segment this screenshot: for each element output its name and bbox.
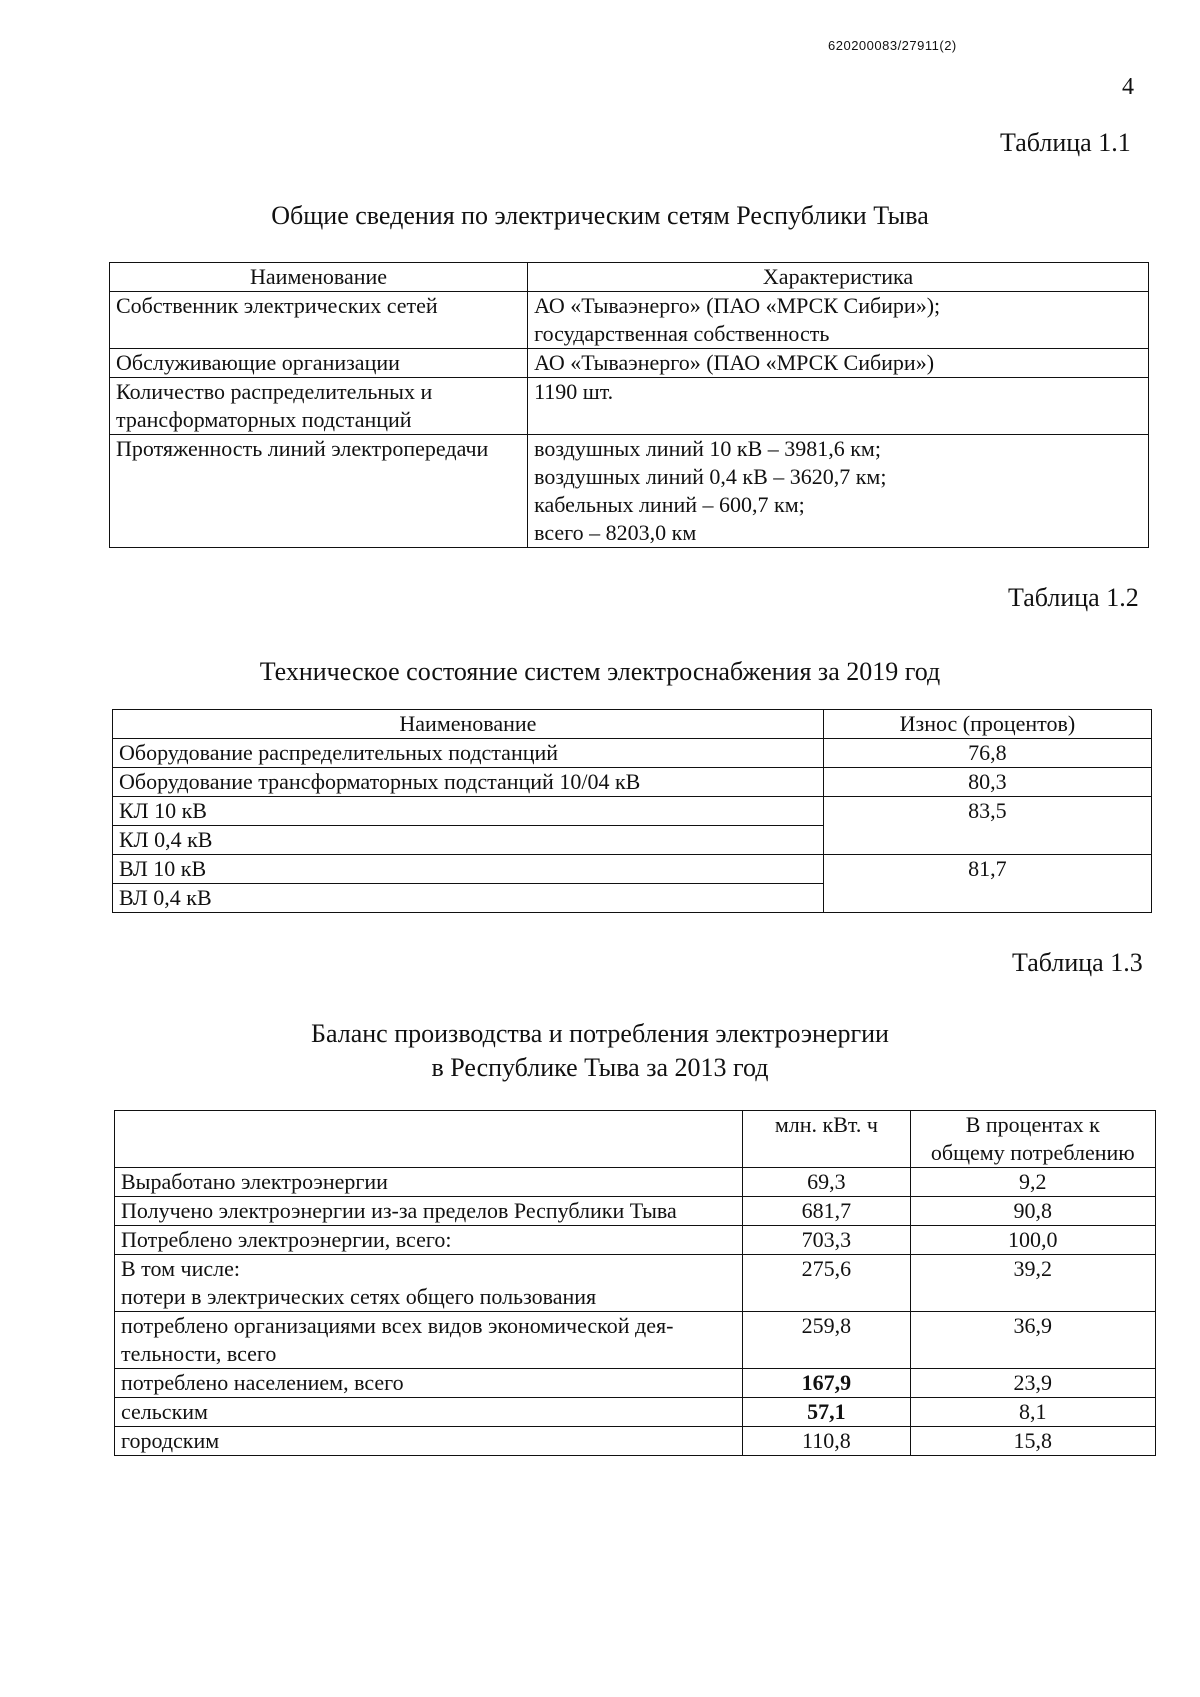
cell-text: воздушных линий 10 кВ – 3981,6 км; <box>534 436 881 461</box>
row-name-cell <box>115 1226 743 1255</box>
row-percent-cell: 15,8 <box>910 1427 1155 1456</box>
row-name-cell: ВЛ 0,4 кВ <box>113 884 824 913</box>
cell-text: сельским <box>121 1399 208 1424</box>
row-mwh-cell: 703,3 <box>743 1226 910 1255</box>
cell-text: государственная собственность <box>534 321 830 346</box>
cell-text: АО «Тываэнерго» (ПАО «МРСК Сибири») <box>534 350 935 375</box>
row-value-cell: 83,5 <box>823 797 1151 855</box>
page-number: 4 <box>1122 74 1134 100</box>
header-text: В процентах к <box>965 1112 1100 1137</box>
cell-text: тельности, всего <box>121 1341 277 1366</box>
column-header-mwh: млн. кВт. ч <box>743 1111 910 1168</box>
table-row <box>113 797 1152 826</box>
table-2-technical-condition <box>112 709 1152 913</box>
row-value-cell <box>528 378 1149 435</box>
row-percent-cell: 36,9 <box>910 1312 1155 1369</box>
table-row <box>113 768 1152 797</box>
table-3-label: Таблица 1.3 <box>1012 948 1143 977</box>
row-mwh-cell: 57,1 <box>743 1398 910 1427</box>
table-row <box>110 378 1149 435</box>
table-header-row <box>110 263 1149 292</box>
table-row <box>110 292 1149 349</box>
row-value-cell <box>528 435 1149 548</box>
cell-text: потреблено организациями всех видов экономической дея- <box>121 1313 674 1338</box>
row-name-cell: КЛ 0,4 кВ <box>113 826 824 855</box>
row-mwh-cell: 69,3 <box>743 1168 910 1197</box>
table-1-networks-overview <box>109 262 1149 548</box>
cell-text: Количество распределительных и <box>116 379 433 404</box>
table-row <box>110 435 1149 548</box>
row-name-cell <box>115 1398 743 1427</box>
row-name-cell <box>115 1369 743 1398</box>
column-header-name: Наименование <box>113 710 824 739</box>
cell-text: В том числе: <box>121 1256 240 1281</box>
row-name-cell: ВЛ 10 кВ <box>113 855 824 884</box>
row-name-cell <box>115 1255 743 1312</box>
column-header-characteristic: Характеристика <box>528 263 1149 292</box>
table-row <box>115 1312 1156 1369</box>
cell-text: Выработано электроэнергии <box>121 1169 388 1194</box>
row-name-cell <box>110 435 528 548</box>
table-3-energy-balance <box>114 1110 1156 1456</box>
column-header-empty <box>115 1111 743 1168</box>
row-name-cell <box>115 1197 743 1226</box>
table-2-label: Таблица 1.2 <box>1008 583 1139 612</box>
table-header-row <box>113 710 1152 739</box>
table-row <box>115 1427 1156 1456</box>
table-row <box>115 1255 1156 1312</box>
header-text: общему потреблению <box>930 1140 1135 1165</box>
cell-text: всего – 8203,0 км <box>534 520 697 545</box>
table-row <box>110 349 1149 378</box>
row-value-cell <box>528 349 1149 378</box>
table-2-title: Техническое состояние систем электроснабжения за 2019 год <box>259 657 941 686</box>
table-3-title-line-1: Баланс производства и потребления электроэнергии <box>311 1019 889 1048</box>
row-value-cell: 81,7 <box>823 855 1151 913</box>
row-name-cell: Оборудование трансформаторных подстанций 10/04 кВ <box>113 768 824 797</box>
cell-text: трансформаторных подстанций <box>116 407 412 432</box>
cell-text: Потреблено электроэнергии, всего: <box>121 1227 452 1252</box>
row-percent-cell: 23,9 <box>910 1369 1155 1398</box>
row-percent-cell: 8,1 <box>910 1398 1155 1427</box>
row-name-cell <box>115 1312 743 1369</box>
row-value-cell: 76,8 <box>823 739 1151 768</box>
row-name-cell <box>110 349 528 378</box>
table-header-row <box>115 1111 1156 1168</box>
cell-text: Собственник электрических сетей <box>116 293 438 318</box>
row-name-cell <box>115 1427 743 1456</box>
cell-text: Обслуживающие организации <box>116 350 400 375</box>
row-name-cell <box>110 292 528 349</box>
cell-text: городским <box>121 1428 220 1453</box>
row-percent-cell: 39,2 <box>910 1255 1155 1312</box>
column-header-wear: Износ (процентов) <box>823 710 1151 739</box>
row-name-cell <box>115 1168 743 1197</box>
row-name-cell: КЛ 10 кВ <box>113 797 824 826</box>
table-row <box>115 1168 1156 1197</box>
column-header-name: Наименование <box>110 263 528 292</box>
row-mwh-cell: 275,6 <box>743 1255 910 1312</box>
table-row <box>115 1369 1156 1398</box>
row-mwh-cell: 167,9 <box>743 1369 910 1398</box>
row-mwh-cell: 681,7 <box>743 1197 910 1226</box>
row-percent-cell: 9,2 <box>910 1168 1155 1197</box>
table-3-title-line-2: в Республике Тыва за 2013 год <box>431 1053 769 1082</box>
table-1-label: Таблица 1.1 <box>1000 128 1131 157</box>
table-row <box>113 739 1152 768</box>
cell-text: Получено электроэнергии из-за пределов Республики Тыва <box>121 1198 677 1223</box>
table-1-title: Общие сведения по электрическим сетям Республики Тыва <box>271 201 929 230</box>
row-percent-cell: 90,8 <box>910 1197 1155 1226</box>
cell-text: Протяженность линий электропередачи <box>116 436 489 461</box>
cell-text: кабельных линий – 600,7 км; <box>534 492 805 517</box>
column-header-percent <box>910 1111 1155 1168</box>
row-value-cell: 80,3 <box>823 768 1151 797</box>
document-id: 620200083/27911(2) <box>828 38 957 53</box>
row-percent-cell: 100,0 <box>910 1226 1155 1255</box>
table-row <box>113 855 1152 884</box>
row-name-cell: Оборудование распределительных подстанций <box>113 739 824 768</box>
table-row <box>115 1398 1156 1427</box>
row-mwh-cell: 259,8 <box>743 1312 910 1369</box>
cell-text: воздушных линий 0,4 кВ – 3620,7 км; <box>534 464 887 489</box>
cell-text: потери в электрических сетях общего пользования <box>121 1284 597 1309</box>
cell-text: потреблено населением, всего <box>121 1370 404 1395</box>
cell-text: 1190 шт. <box>534 379 614 404</box>
table-row <box>115 1197 1156 1226</box>
cell-text: АО «Тываэнерго» (ПАО «МРСК Сибири»); <box>534 293 941 318</box>
row-name-cell <box>110 378 528 435</box>
row-value-cell <box>528 292 1149 349</box>
row-mwh-cell: 110,8 <box>743 1427 910 1456</box>
table-row <box>115 1226 1156 1255</box>
